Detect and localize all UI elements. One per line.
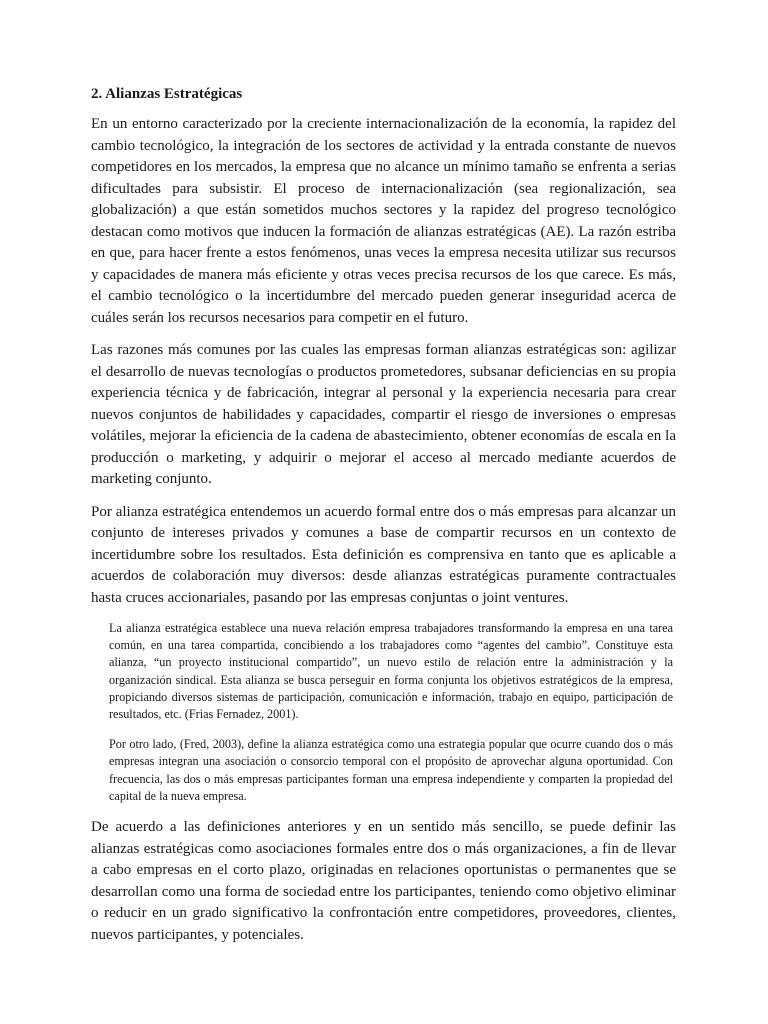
paragraph-conclusion: De acuerdo a las definiciones anteriores y en un sentido más sencillo, se puede definir las alianzas estratégicas como asociaciones formales entre dos o más organizaciones, a fin de llevar a cabo empresas en el corto plazo, originadas en relaciones oportunistas o permanentes que se desarrollan como una forma de sociedad entre los participantes, teniendo como objetivo eliminar o reducir en un grado significativo la confrontación entre competidores, proveedores, clientes, nuevos participantes, y potenciales.	[91, 819, 676, 943]
paragraph-definition: Por alianza estratégica entendemos un acuerdo formal entre dos o más empresas para alcanzar un conjunto de intereses privados y comunes a base de compartir recursos en un contexto de incertidumbre sobre los resultados. Esta definición es comprensiva en tanto que es aplicable a acuerdos de colaboración muy diversos: desde alianzas estratégicas puramente contractuales hasta cruces accionariales, pasando por las empresas conjuntas o joint ventures.	[91, 503, 676, 606]
quote-fred: Por otro lado, (Fred, 2003), define la alianza estratégica como una estrategia popular que ocurre cuando dos o más empresas integran una asociación o consorcio temporal con el propósito de aprovechar alguna oportunidad. Con frecuencia, las dos o más empresas participantes forman una empresa independiente y comparten la propiedad del capital de la nueva empresa.	[109, 737, 673, 803]
document-page	[91, 84, 676, 957]
paragraph-reasons: Las razones más comunes por las cuales las empresas forman alianzas estratégicas son: agilizar el desarrollo de nuevas tecnologías o productos prometedores, subsanar deficiencias en su propia experiencia técnica y de fabricación, integrar al personal y la experiencia necesaria para crear nuevos conjuntos de habilidades y capacidades, compartir el riesgo de inversiones o empresas volátiles, mejorar la eficiencia de la cadena de abastecimiento, obtener economías de escala en la producción o marketing, y adquirir o mejorar el acceso al mercado mediante acuerdos de marketing conjunto.	[91, 342, 676, 487]
section-heading: 2. Alianzas Estratégicas	[91, 86, 243, 102]
quote-frias-fernadez: La alianza estratégica establece una nueva relación empresa trabajadores transformando la empresa en una tarea común, en una tarea compartida, concibiendo a los trabajadores como “agentes del cambio”. Constituye esta alianza, “un proyecto institucional compartido”, un nuevo estilo de relación entre la administración y la organización sindical. Esta alianza se busca perseguir en forma conjunta los objetivos estratégicos de la empresa, propiciando diversos sistemas de participación, comunicación e información, trabajo en equipo, participación de resultados, etc. (Frias Fernadez, 2001).	[109, 621, 673, 722]
paragraph-context: En un entorno caracterizado por la creciente internacionalización de la economía, la rapidez del cambio tecnológico, la integración de los sectores de actividad y la entrada constante de nuevos competidores en los mercados, la empresa que no alcance un mínimo tamaño se enfrenta a serias dificultades para subsistir. El proceso de internacionalización (sea regionalización, sea globalización) a que están sometidos muchos sectores y la rapidez del progreso tecnológico destacan como motivos que inducen la formación de alianzas estratégicas (AE). La razón estriba en que, para hacer frente a estos fenómenos, unas veces la empresa necesita utilizar sus recursos y capacidades de manera más eficiente y otras veces precisa recursos de los que carece. Es más, el cambio tecnológico o la incertidumbre del mercado pueden generar inseguridad acerca de cuáles serán los recursos necesarios para competir en el futuro.	[91, 116, 676, 326]
